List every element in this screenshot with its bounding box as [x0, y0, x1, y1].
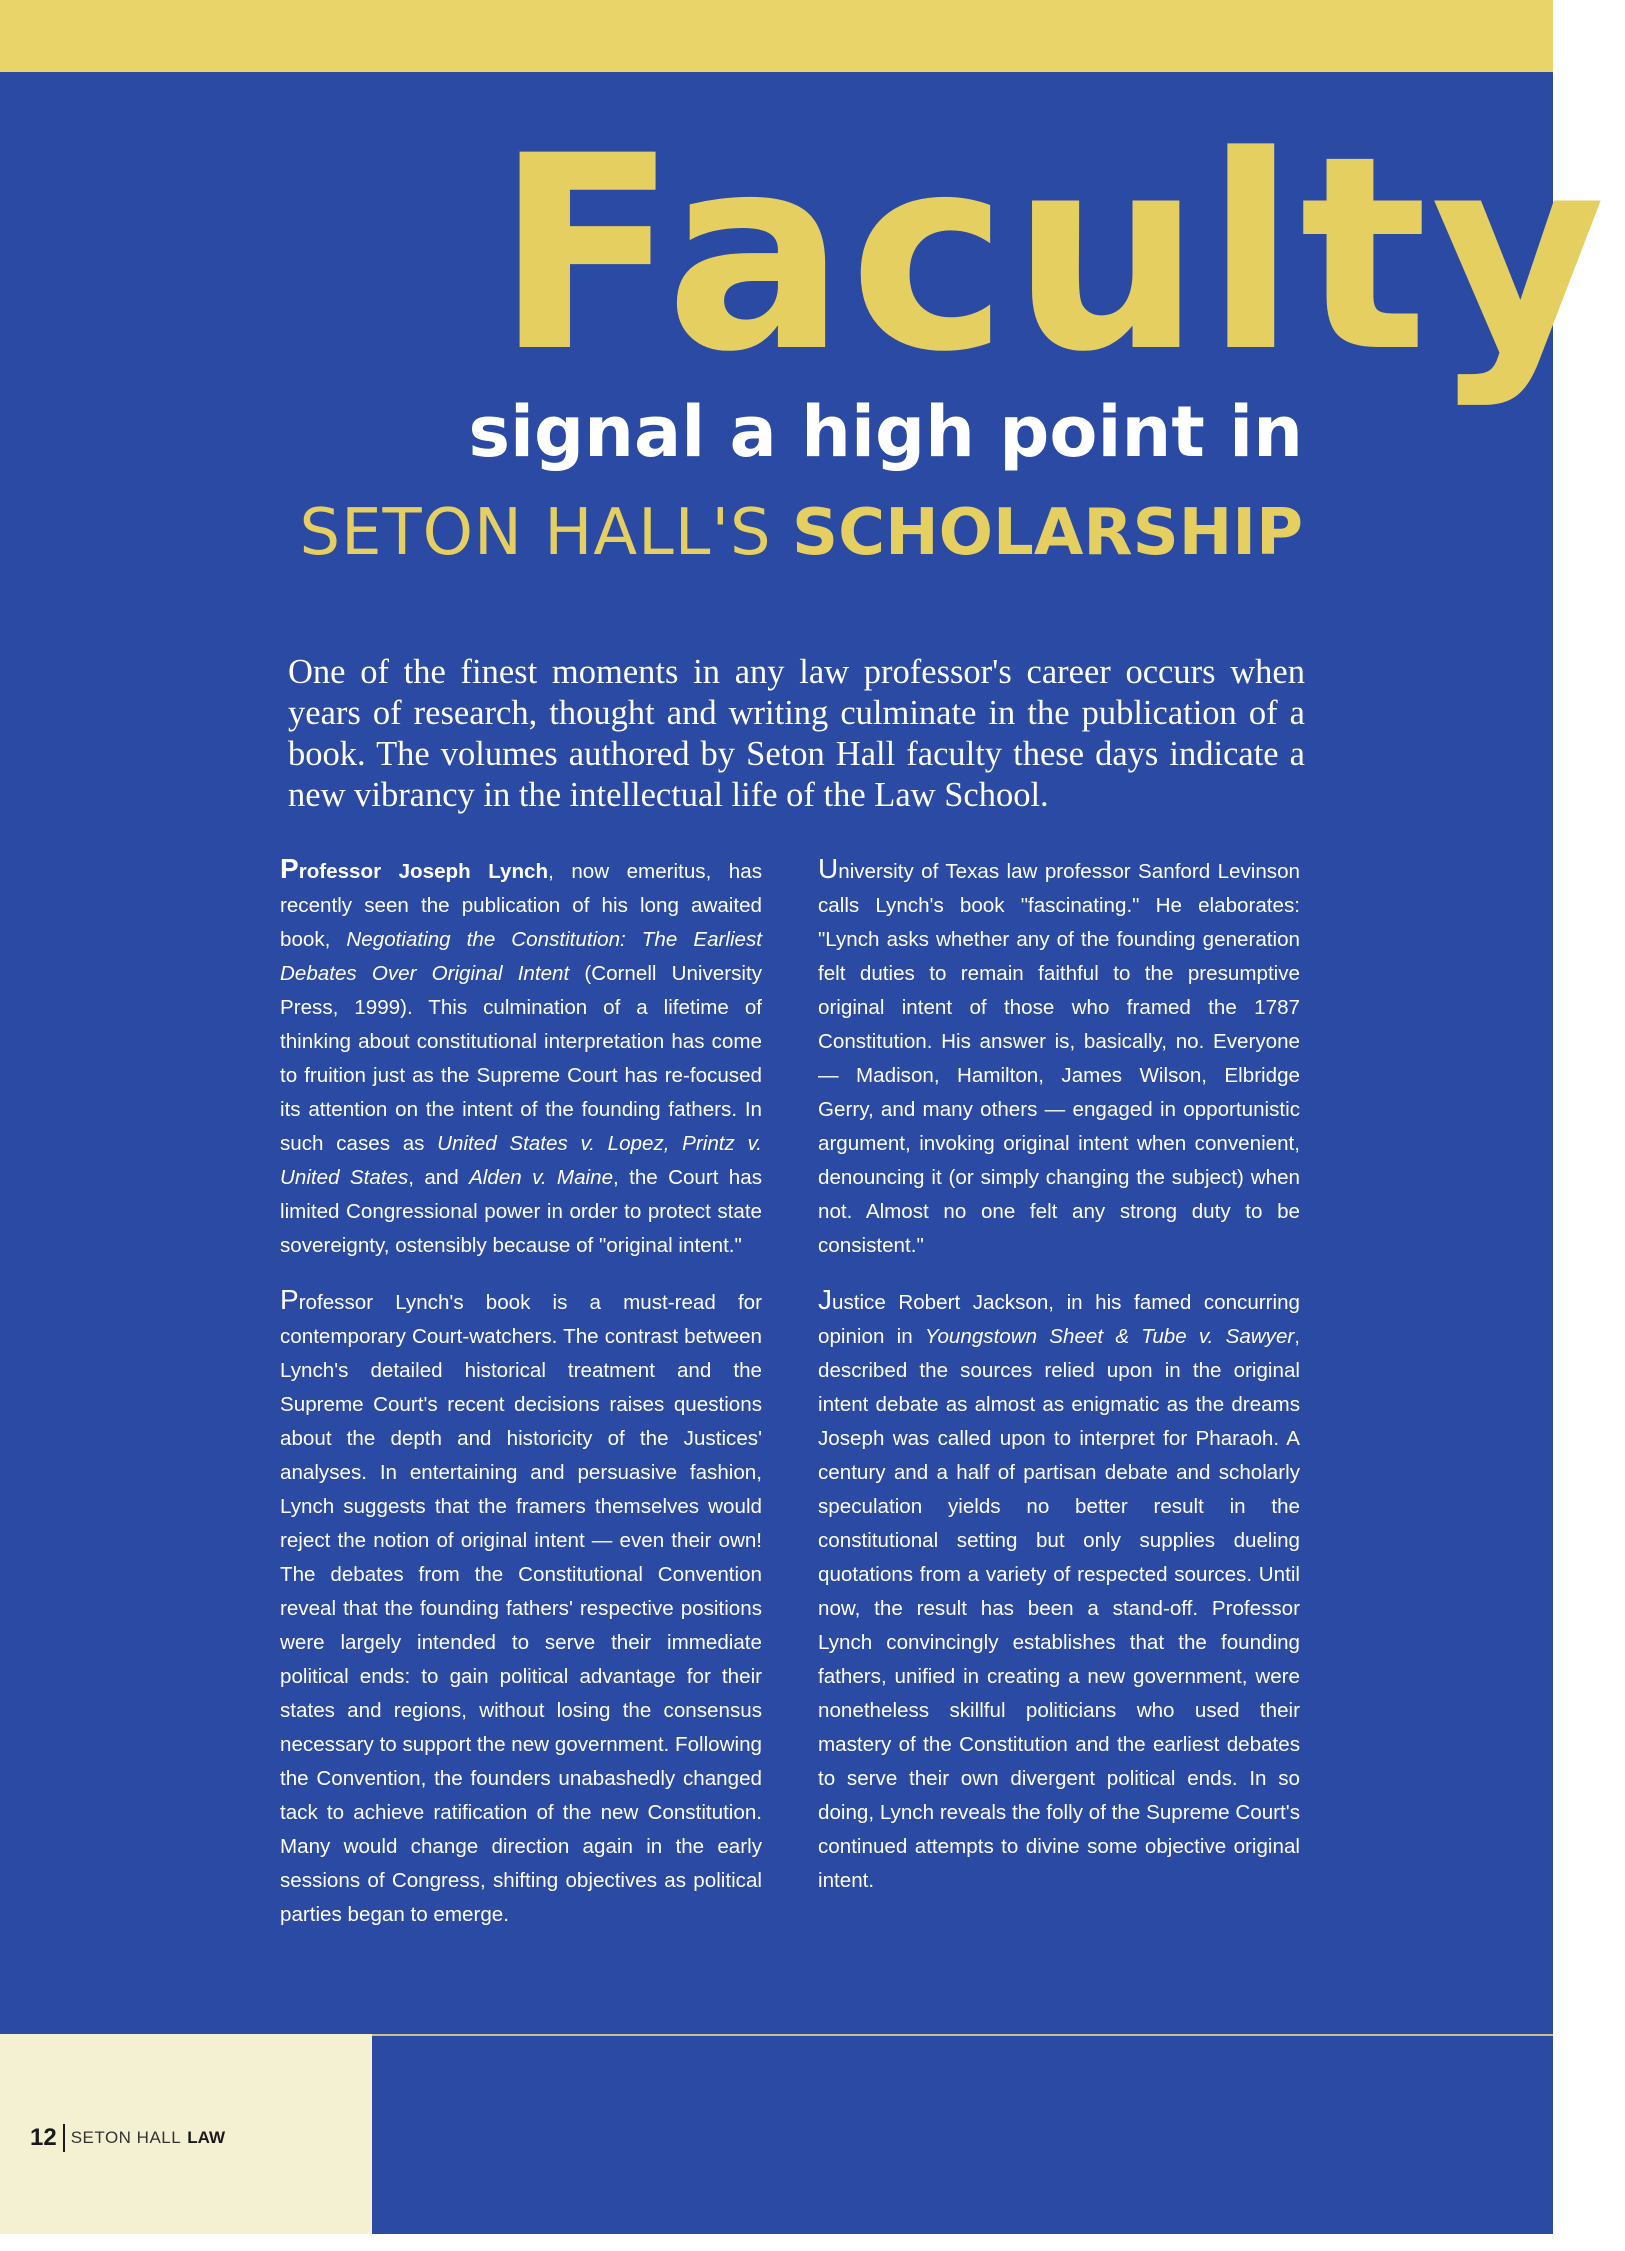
magazine-name: SETON HALL [70, 2128, 182, 2147]
page-footer [30, 2118, 225, 2158]
footer-blue-block [372, 2036, 1553, 2234]
drop-cap: J [818, 1284, 832, 1315]
text-run: , the Court has limited Congressional power in order to protect state sovereignty, ostensibly because of "original intent." [280, 1166, 762, 1257]
text-run: rofessor Lynch's book is a must-read for contemporary Court-watchers. The contrast between Lynch's detailed historical treatment and the Supreme Court's recent decisions raises questions about the depth and historicity of the Justices' analyses. In entertaining and persuasive fashion, Lynch suggests that the framers themselves would reject the notion of original intent — even their own! The debates from the Constitutional Convention reveal that the founding fathers' respective positions were largely intended to serve their immediate political ends: to gain political advantage for their states and regions, without losing the consensus necessary to support the new government. Following the Convention, the founders unabashedly changed tack to achieve ratification of the new Constitution. Many would change direction again in the early sessions of Congress, shifting objectives as political parties began to emerge. [280, 1291, 762, 1926]
page-subtitle: signal a high point in [468, 391, 1303, 473]
headline-school-name: SETON HALL'S [299, 496, 772, 570]
case-name: United States v. Lopez, Printz v. United States [280, 1132, 762, 1189]
page-title: Faculty [495, 99, 1609, 411]
text-run: (Cornell University Press, 1999). This culmination of a lifetime of thinking about constitutional interpretation has come to fruition just as the Supreme Court has re-focused its attention on the intent of the founding fathers. In such cases as [280, 962, 763, 1155]
headline-line-2 [299, 493, 1303, 573]
book-title: Negotiating the Constitution: The Earliest Debates Over Original Intent [280, 928, 762, 985]
text-run: niversity of Texas law professor Sanford Levinson calls Lynch's book "fascinating." He elaborates: "Lynch asks whether any of the founding generation felt duties to remain faithful to the presumptive original intent of those who framed the 1787 Constitution. His answer is, basically, no. Everyone — Madison, Hamilton, James Wilson, Elbridge Gerry, and many others — engaged in opportunistic argument, invoking original intent when convenient, denouncing it (or simply changing the subject) when not. Almost no one felt any strong duty to be consistent." [818, 860, 1300, 1257]
top-gold-band [0, 0, 1553, 72]
text-run: , and [408, 1166, 470, 1189]
magazine-name-bold: LAW [187, 2128, 225, 2147]
drop-cap: P [280, 1284, 299, 1315]
intro-paragraph: One of the finest moments in any law professor's career occurs when years of research, thought and writing culminate in the publication of a book. The volumes authored by Seton Hall faculty these days indicate a new vibrancy in the intellectual life of the Law School. [288, 653, 1305, 814]
case-name: Alden v. Maine [469, 1166, 614, 1189]
text-run: ustice Robert Jackson, in his famed concurring opinion in [818, 1291, 1300, 1348]
article-paragraph [818, 1283, 1300, 1898]
article-paragraph [818, 852, 1300, 1263]
article-column-right [818, 852, 1300, 1918]
article-paragraph [280, 852, 762, 1263]
author-name: rofessor Joseph Lynch [298, 860, 549, 883]
text-run: , now emeritus, has recently seen the publication of his long awaited book, [280, 860, 763, 951]
text-run: , described the sources relied upon in the original intent debate as almost as enigmatic as the dreams Joseph was called upon to interpret for Pharaoh. A century and a half of partisan debate and scholarly speculation yields no better result in the constitutional setting but only supplies dueling quotations from a variety of respected sources. Until now, the result has been a stand-off. Professor Lynch convincingly establishes that the founding fathers, unified in creating a new government, were nonetheless skillful politicians who used their mastery of the Constitution and the earliest debates to serve their own divergent political ends. In so doing, Lynch reveals the folly of the Supreme Court's continued attempts to divine some objective original intent. [818, 1325, 1300, 1892]
article-paragraph [280, 1283, 762, 1932]
page-number: 12 [30, 2124, 65, 2152]
drop-cap: P [280, 853, 299, 884]
case-name: Youngstown Sheet & Tube v. Sawyer [924, 1325, 1295, 1348]
drop-cap: U [818, 853, 839, 884]
headline-scholarship: SCHOLARSHIP [792, 496, 1303, 570]
article-column-left [280, 852, 762, 1952]
